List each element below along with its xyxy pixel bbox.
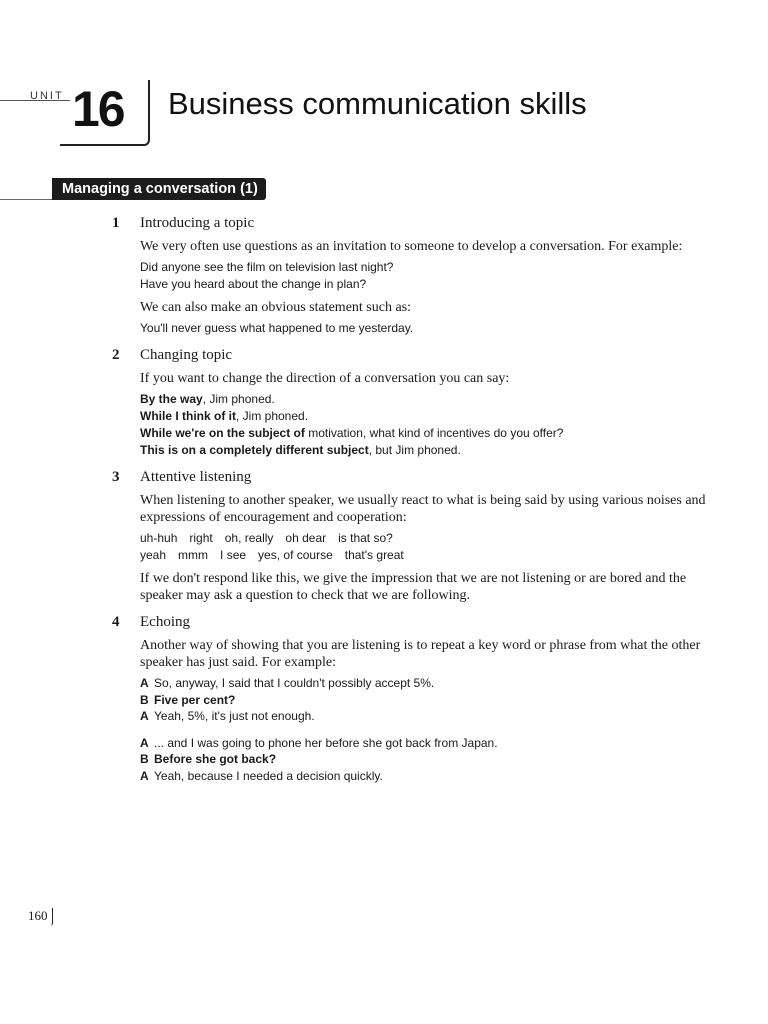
example-text: , Jim phoned. <box>202 392 275 406</box>
section-body <box>112 492 724 604</box>
example-line: Did anyone see the film on television last night? <box>140 260 394 274</box>
dialogue-text: ... and I was going to phone her before she got back from Japan. <box>154 735 498 750</box>
paragraph: Another way of showing that you are listening is to repeat a key word or phrase from what the other speaker has just said. For example: <box>140 638 701 670</box>
dialogue-line <box>140 751 724 768</box>
section-introducing-topic <box>112 215 724 337</box>
expression: right <box>189 531 213 545</box>
paragraph: We can also make an obvious statement such as: <box>140 300 412 315</box>
speaker-label: A <box>140 709 149 723</box>
dialogue-text: Yeah, 5%, it's just not enough. <box>154 709 315 723</box>
dialogue-text: So, anyway, I said that I couldn't possibly accept 5%. <box>154 676 435 690</box>
expression: yes, of course <box>258 548 333 562</box>
section-title: Attentive listening <box>140 469 252 485</box>
unit-label: UNIT <box>30 90 64 102</box>
dialogue-line <box>140 708 724 725</box>
section-heading <box>112 614 724 631</box>
expression: yeah <box>140 548 167 562</box>
key-phrase: By the way <box>140 392 203 406</box>
section-number: 3 <box>112 469 120 485</box>
page-number: 160 <box>28 908 53 926</box>
speaker-label: A <box>140 676 149 690</box>
expression: is that so? <box>338 531 393 545</box>
banner-rule <box>0 199 60 200</box>
example-line <box>140 442 724 459</box>
paragraph: If you want to change the direction of a conversation you can say: <box>140 371 510 386</box>
section-banner: Managing a conversation (1) <box>52 178 266 200</box>
example-line <box>140 391 724 408</box>
section-changing-topic <box>112 347 724 459</box>
section-title: Introducing a topic <box>140 215 255 231</box>
key-phrase: While we're on the subject of <box>140 426 305 440</box>
section-number: 1 <box>112 215 120 231</box>
speaker-label: A <box>140 768 149 783</box>
section-heading <box>112 215 724 232</box>
spacer <box>140 725 724 735</box>
section-echoing <box>112 614 724 784</box>
dialogue-text: Before she got back? <box>154 752 277 766</box>
section-body <box>112 370 724 459</box>
example-text: motivation, what kind of incentives do you offer? <box>304 426 564 440</box>
dialogue-text: Yeah, because I needed a decision quickly. <box>154 768 383 783</box>
example-line: You'll never guess what happened to me yesterday. <box>140 321 414 335</box>
paragraph: We very often use questions as an invitation to someone to develop a conversation. For example: <box>140 239 683 254</box>
speaker-label: B <box>140 752 149 766</box>
dialogue-line <box>140 768 724 785</box>
unit-title: Business communication skills <box>168 86 587 121</box>
expression: that's great <box>344 548 404 562</box>
example-text: , but Jim phoned. <box>368 443 461 457</box>
unit-number: 16 <box>72 81 124 137</box>
dialogue-line <box>140 735 724 752</box>
key-phrase: This is on a completely different subject <box>140 443 369 457</box>
section-attentive-listening <box>112 469 724 604</box>
expression: oh, really <box>224 531 274 545</box>
section-body <box>112 637 724 784</box>
paragraph: When listening to another speaker, we usually react to what is being said by using various noises and expressions of encouragement and cooperation: <box>140 493 706 525</box>
example-line <box>140 408 724 425</box>
expression: uh-huh <box>140 531 178 545</box>
example-line: Have you heard about the change in plan? <box>140 277 367 291</box>
dialogue-line <box>140 675 724 692</box>
section-title: Echoing <box>140 614 190 630</box>
example-line <box>140 425 724 442</box>
section-number: 4 <box>112 614 120 630</box>
section-heading <box>112 347 724 364</box>
expression: mmm <box>178 548 209 562</box>
speaker-label: A <box>140 735 149 750</box>
content <box>112 215 724 794</box>
example-text: , Jim phoned. <box>236 409 309 423</box>
dialogue-line <box>140 692 724 709</box>
dialogue-text: Five per cent? <box>154 692 236 707</box>
key-phrase: While I think of it <box>140 409 236 423</box>
section-body <box>112 238 724 337</box>
section-title: Changing topic <box>140 347 233 363</box>
expression-row <box>140 547 724 564</box>
expression-row <box>140 530 724 547</box>
speaker-label: B <box>140 692 149 707</box>
section-number: 2 <box>112 347 120 363</box>
paragraph: If we don't respond like this, we give the impression that we are not listening or are bored and the speaker may ask a question to check that we are following. <box>140 571 687 603</box>
expression: oh dear <box>285 531 327 545</box>
section-heading <box>112 469 724 486</box>
expression: I see <box>220 548 247 562</box>
